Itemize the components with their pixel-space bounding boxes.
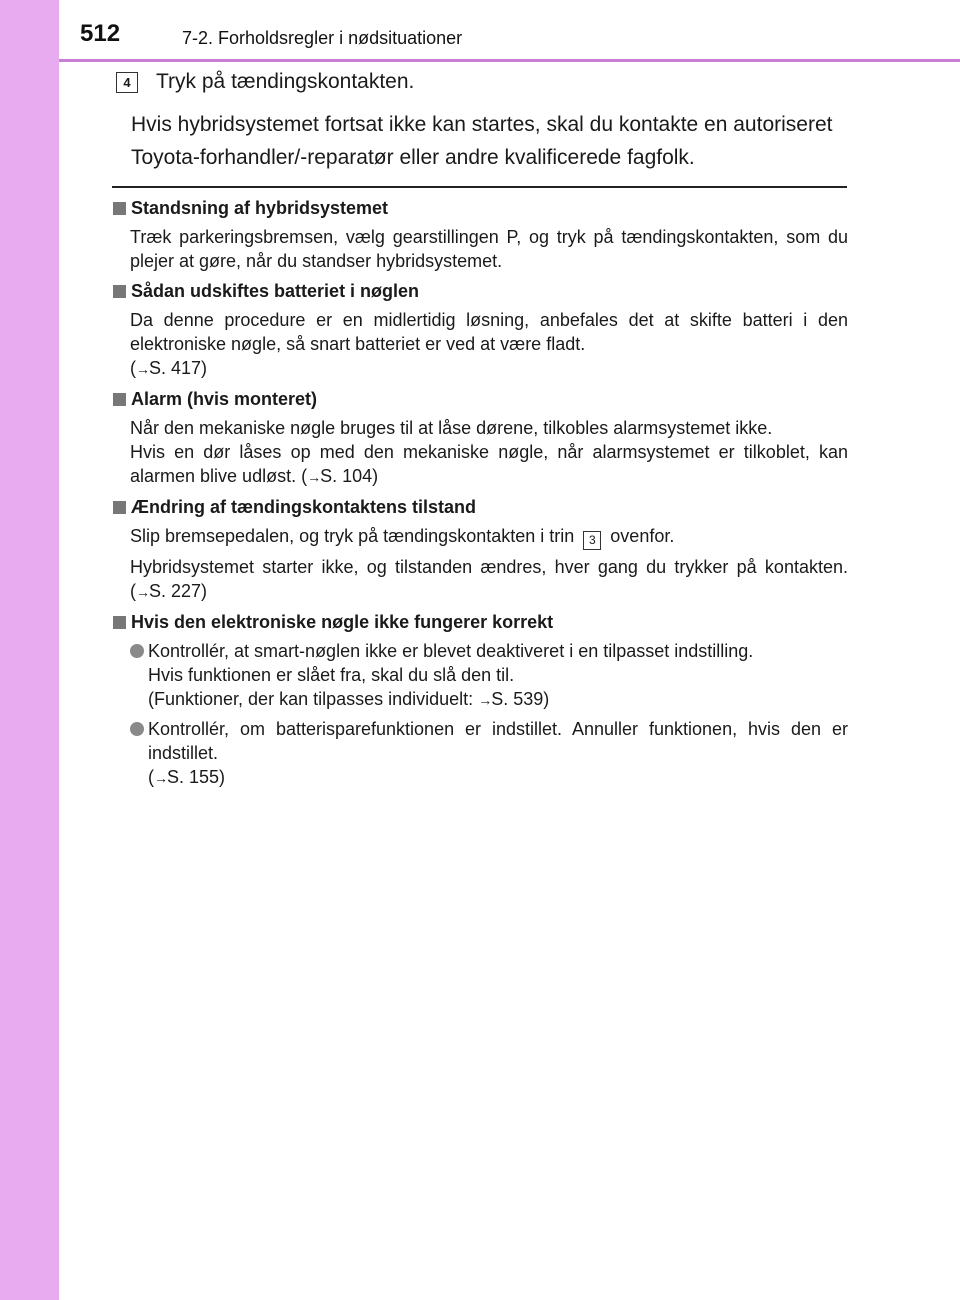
page-reference[interactable]: S. 227: [149, 581, 202, 601]
note-noegle: [112, 610, 848, 790]
note-batteri: [112, 279, 848, 381]
page-reference[interactable]: S. 155: [167, 767, 220, 787]
note-heading: [112, 495, 848, 519]
step-text: Tryk på tændingskontakten.: [156, 70, 415, 93]
square-bullet-icon: [113, 501, 126, 514]
note-paragraph: Da denne procedure er en midlertidig løsning, anbefales det at skifte batteri i den elektroniske nøgle, så snart batteriet er ved at være fladt. (→S. 417): [130, 310, 848, 378]
note-paragraph: Træk parkeringsbremsen, vælg gearstillingen P, og tryk på tændingskontakten, som du plejer at gøre, når du standser hybridsystemet.: [130, 227, 848, 271]
square-bullet-icon: [113, 616, 126, 629]
arrow-right-icon: →: [136, 361, 149, 377]
note-heading: [112, 387, 848, 411]
arrow-right-icon: →: [307, 469, 321, 485]
note-alarm: [112, 387, 848, 489]
page-reference[interactable]: S. 104: [320, 466, 373, 486]
page-number: 512: [80, 20, 121, 47]
note-tilstand: [112, 495, 848, 604]
arrow-right-icon: →: [154, 770, 167, 786]
arrow-right-icon: →: [478, 692, 492, 708]
step-reference-box: 3: [583, 531, 601, 550]
notes-section: [112, 196, 848, 796]
page-reference[interactable]: S. 539: [491, 689, 544, 709]
note-heading: [112, 610, 848, 634]
circle-bullet-icon: [130, 722, 144, 736]
circle-bullet-icon: [130, 644, 144, 658]
note-standsning: [112, 196, 848, 273]
note-heading: [112, 196, 848, 220]
heading-text: Ændring af tændingskontaktens tilstand: [131, 497, 477, 517]
heading-text: Alarm (hvis monteret): [131, 389, 318, 409]
list-item: Kontrollér, at smart-nøglen ikke er blevet deaktiveret i en tilpasset indstilling. Hvis funktionen er slået fra, skal du slå den til. (Funktioner, der kan tilpasses individuelt: →S. 539): [130, 639, 848, 712]
square-bullet-icon: [113, 202, 126, 215]
note-heading: [112, 279, 848, 303]
square-bullet-icon: [113, 285, 126, 298]
square-bullet-icon: [113, 393, 126, 406]
note-paragraph: Slip bremsepedalen, og tryk på tændingskontakten i trin 3 ovenfor.: [130, 524, 848, 550]
note-paragraph: Når den mekaniske nøgle bruges til at låse dørene, tilkobles alarmsystemet ikke. Hvis en dør låses op med den mekaniske nøgle, når alarmsystemet er tilkoblet, kan alarmen blive udløst. (→S. 104): [130, 418, 848, 486]
header-rule: [59, 59, 960, 62]
step-number-box: 4: [116, 72, 138, 93]
section-divider: [112, 186, 847, 188]
arrow-right-icon: →: [136, 584, 149, 600]
page-reference[interactable]: S. 417: [149, 358, 202, 378]
note-paragraph: Hybridsystemet starter ikke, og tilstanden ændres, hver gang du trykker på kontakten. (→S. 227): [130, 557, 848, 601]
step-note: Hvis hybridsystemet fortsat ikke kan startes, skal du kontakte en autoriseret Toyota-forhandler/-reparatør eller andre kvalificerede fagfolk.: [131, 113, 833, 169]
heading-text: Standsning af hybridsystemet: [131, 198, 389, 218]
chapter-title: 7-2. Forholdsregler i nødsituationer: [182, 28, 463, 48]
heading-text: Sådan udskiftes batteriet i nøglen: [131, 281, 420, 301]
sidebar-band: [0, 0, 59, 1300]
heading-text: Hvis den elektroniske nøgle ikke fungerer korrekt: [131, 612, 554, 632]
list-item: Kontrollér, om batterisparefunktionen er indstillet. Annuller funktionen, hvis den er indstillet. (→S. 155): [130, 717, 848, 790]
